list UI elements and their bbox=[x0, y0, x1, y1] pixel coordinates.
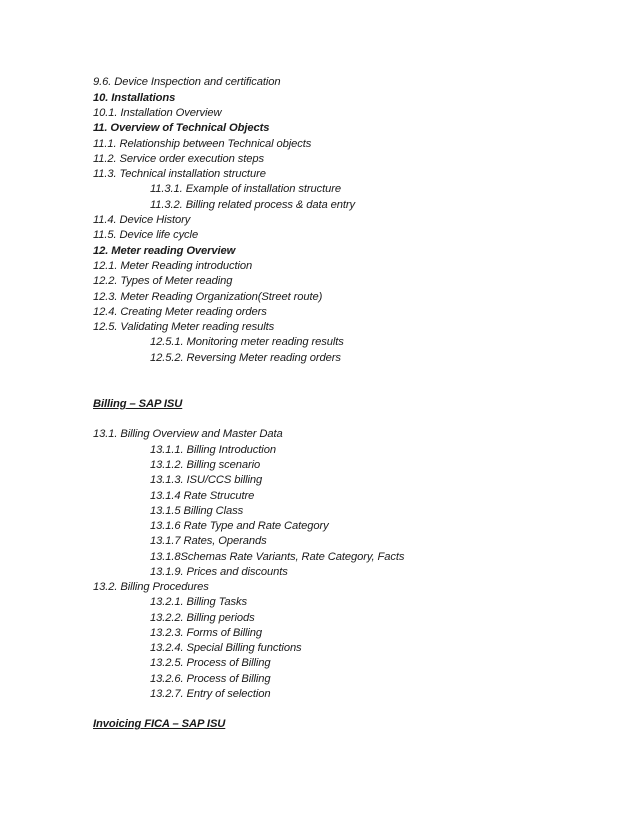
toc-subentry: 13.2.5. Process of Billing bbox=[150, 657, 271, 669]
toc-section-heading: 12. Meter reading Overview bbox=[93, 245, 236, 257]
toc-subentry: 13.1.8Schemas Rate Variants, Rate Category, Facts bbox=[150, 551, 405, 563]
toc-section-heading: 10. Installations bbox=[93, 92, 176, 104]
toc-subentry: 11.3.1. Example of installation structure bbox=[150, 183, 341, 195]
toc-entry: 12.4. Creating Meter reading orders bbox=[93, 306, 267, 318]
toc-subentry: 13.2.1. Billing Tasks bbox=[150, 596, 247, 608]
toc-subentry: 13.2.2. Billing periods bbox=[150, 612, 255, 624]
toc-subentry: 11.3.2. Billing related process & data entry bbox=[150, 199, 355, 211]
toc-subentry: 13.2.4. Special Billing functions bbox=[150, 642, 302, 654]
toc-entry: 11.1. Relationship between Technical objects bbox=[93, 138, 312, 150]
invoicing-section-heading: Invoicing FICA – SAP ISU bbox=[93, 718, 226, 730]
toc-subentry: 13.2.3. Forms of Billing bbox=[150, 627, 263, 639]
toc-subentry: 13.2.7. Entry of selection bbox=[150, 688, 271, 700]
toc-subentry: 13.1.7 Rates, Operands bbox=[150, 535, 267, 547]
toc-subentry: 13.1.9. Prices and discounts bbox=[150, 566, 288, 578]
toc-subentry: 13.1.6 Rate Type and Rate Category bbox=[150, 520, 329, 532]
toc-entry: 13.1. Billing Overview and Master Data bbox=[93, 428, 283, 440]
toc-subentry: 13.1.3. ISU/CCS billing bbox=[150, 474, 263, 486]
toc-entry: 12.3. Meter Reading Organization(Street route) bbox=[93, 291, 323, 303]
toc-section-heading: 11. Overview of Technical Objects bbox=[93, 122, 270, 134]
toc-entry: 11.4. Device History bbox=[93, 214, 191, 226]
toc-entry: 12.2. Types of Meter reading bbox=[93, 275, 233, 287]
toc-entry: 11.5. Device life cycle bbox=[93, 229, 199, 241]
toc-subentry: 13.1.4 Rate Strucutre bbox=[150, 490, 255, 502]
toc-subentry: 13.1.2. Billing scenario bbox=[150, 459, 261, 471]
toc-subentry: 13.2.6. Process of Billing bbox=[150, 673, 271, 685]
billing-section-heading: Billing – SAP ISU bbox=[93, 398, 183, 410]
toc-subentry: 12.5.2. Reversing Meter reading orders bbox=[150, 352, 341, 364]
toc-subentry: 13.1.5 Billing Class bbox=[150, 505, 244, 517]
toc-entry: 10.1. Installation Overview bbox=[93, 107, 222, 119]
toc-subentry: 13.1.1. Billing Introduction bbox=[150, 444, 276, 456]
toc-entry: 9.6. Device Inspection and certification bbox=[93, 76, 281, 88]
toc-entry: 11.2. Service order execution steps bbox=[93, 153, 265, 165]
toc-entry: 11.3. Technical installation structure bbox=[93, 168, 266, 180]
toc-entry: 12.1. Meter Reading introduction bbox=[93, 260, 253, 272]
toc-entry: 13.2. Billing Procedures bbox=[93, 581, 209, 593]
toc-subentry: 12.5.1. Monitoring meter reading results bbox=[150, 336, 344, 348]
toc-entry: 12.5. Validating Meter reading results bbox=[93, 321, 275, 333]
